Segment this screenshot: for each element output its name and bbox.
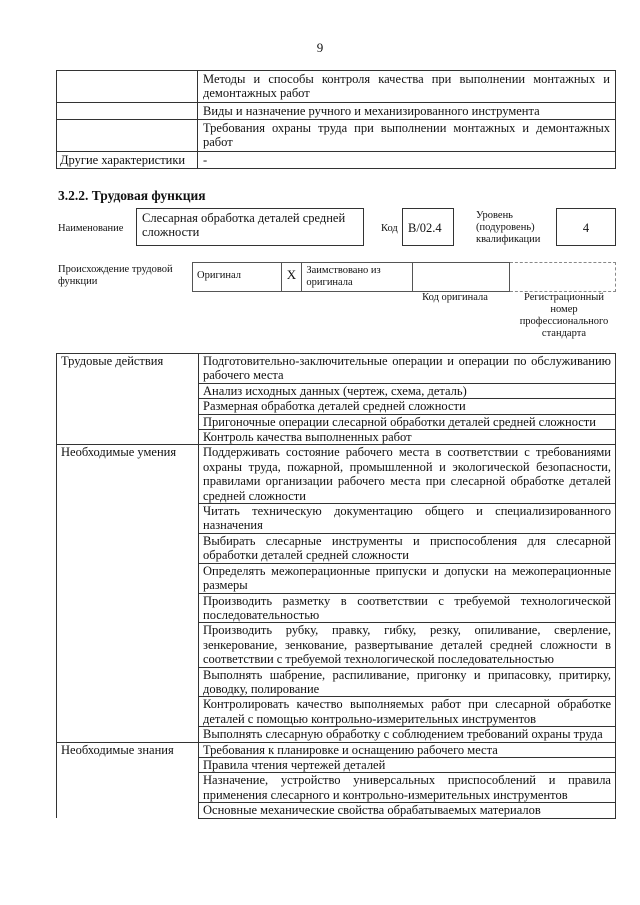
empty-cell <box>57 399 199 414</box>
required-skill-item: Читать техническую документацию общего и специализированного назначения <box>199 504 616 534</box>
origin-label: Происхождение трудовой функции <box>58 264 173 287</box>
table-row <box>57 667 616 697</box>
labor-action-item: Подготовительно-заключительные операции и операции по обслуживанию рабочего места <box>199 354 616 384</box>
required-skill-item: Выполнять слесарную обработку с соблюдением требований охраны труда <box>199 727 616 742</box>
empty-cell <box>57 414 199 429</box>
table-row <box>57 727 616 742</box>
level-field: 4 <box>556 208 616 246</box>
required-skill-item: Производить рубку, правку, гибку, резку, опиливание, сверление, зенкерование, зенкование, развертывание деталей средней сложности в соответствии с требуемой технологической последовательностью <box>199 623 616 667</box>
table-row <box>57 757 616 772</box>
page-number: 9 <box>316 40 324 55</box>
origin-table <box>192 262 616 292</box>
empty-cell <box>57 667 199 697</box>
other-characteristics-value: - <box>198 152 616 169</box>
empty-cell <box>57 533 199 563</box>
knowledge-item: Требования охраны труда при выполнении монтажных и демонтажных работ <box>198 120 616 152</box>
table-row <box>57 414 616 429</box>
borrowed-label: Заимствовано из оригинала <box>302 263 412 292</box>
required-knowledge-item: Основные механические свойства обрабатываемых материалов <box>199 803 616 818</box>
code-original-caption: Код оригинала <box>422 292 488 303</box>
table-row <box>57 623 616 667</box>
table-row <box>57 593 616 623</box>
required-knowledge-item: Правила чтения чертежей деталей <box>199 757 616 772</box>
continuation-table <box>56 70 616 169</box>
labor-action-item: Пригоночные операции слесарной обработки деталей средней сложности <box>199 414 616 429</box>
required-skill-group-label: Необходимые умения <box>57 445 199 504</box>
empty-cell <box>57 623 199 667</box>
knowledge-item: Методы и способы контроля качества при выполнении монтажных и демонтажных работ <box>198 71 616 103</box>
labor-action-item: Размерная обработка деталей средней сложности <box>199 399 616 414</box>
empty-cell <box>57 803 199 818</box>
original-label: Оригинал <box>193 263 282 292</box>
required-skill-item: Контролировать качество выполняемых работ при слесарной обработке деталей с помощью контрольно-измерительных инструментов <box>199 697 616 727</box>
table-row <box>57 563 616 593</box>
empty-cell <box>57 71 198 103</box>
required-knowledge-item: Назначение, устройство универсальных приспособлений и правила применения слесарного и контрольно-измерительных инструментов <box>199 773 616 803</box>
labor-action-group-label: Трудовые действия <box>57 354 199 384</box>
required-skill-item: Выбирать слесарные инструменты и приспособления для слесарной обработки деталей средней сложности <box>199 533 616 563</box>
table-row <box>57 803 616 818</box>
table-row <box>57 430 616 445</box>
table-row <box>57 533 616 563</box>
required-skill-item: Выполнять шабрение, распиливание, пригонку и припасовку, притирку, доводку, полирование <box>199 667 616 697</box>
function-code-field: B/02.4 <box>402 208 454 246</box>
function-table <box>56 353 616 819</box>
table-row <box>57 383 616 398</box>
original-mark: X <box>281 263 302 292</box>
required-skill-item: Определять межоперационные припуски и допуски на межоперационные размеры <box>199 563 616 593</box>
function-name-field: Слесарная обработка деталей средней сложности <box>136 208 364 246</box>
table-row <box>57 697 616 727</box>
table-row <box>57 504 616 534</box>
empty-cell <box>57 563 199 593</box>
other-characteristics-label: Другие характеристики <box>57 152 198 169</box>
empty-cell <box>57 103 198 120</box>
level-label: Уровень (подуровень) квалификации <box>476 210 541 245</box>
table-row <box>57 354 616 384</box>
empty-cell <box>57 430 199 445</box>
reg-number-caption: Регистрационный номер профессионального стандарта <box>519 292 609 339</box>
reg-number-field <box>509 263 615 292</box>
empty-cell <box>57 697 199 727</box>
required-knowledge-item: Требования к планировке и оснащению рабочего места <box>199 742 616 757</box>
code-original-field <box>412 263 509 292</box>
table-row <box>57 742 616 757</box>
table-row <box>57 773 616 803</box>
knowledge-item: Виды и назначение ручного и механизированного инструмента <box>198 103 616 120</box>
table-row <box>57 399 616 414</box>
empty-cell <box>57 757 199 772</box>
section-title: 3.2.2. Трудовая функция <box>58 188 206 203</box>
empty-cell <box>57 727 199 742</box>
empty-cell <box>57 383 199 398</box>
required-knowledge-group-label: Необходимые знания <box>57 742 199 757</box>
empty-cell <box>57 504 199 534</box>
labor-action-item: Анализ исходных данных (чертеж, схема, деталь) <box>199 383 616 398</box>
labor-action-item: Контроль качества выполненных работ <box>199 430 616 445</box>
table-row <box>57 445 616 504</box>
required-skill-item: Поддерживать состояние рабочего места в соответствии с требованиями охраны труда, пожарной, промышленной и экологической безопасности, правилами организации рабочего места при слесарной обработке деталей средней сложности <box>199 445 616 504</box>
required-skill-item: Производить разметку в соответствии с требуемой технологической последовательностью <box>199 593 616 623</box>
empty-cell <box>57 773 199 803</box>
name-label: Наименование <box>58 223 124 234</box>
code-label: Код <box>381 223 398 234</box>
empty-cell <box>57 120 198 152</box>
empty-cell <box>57 593 199 623</box>
